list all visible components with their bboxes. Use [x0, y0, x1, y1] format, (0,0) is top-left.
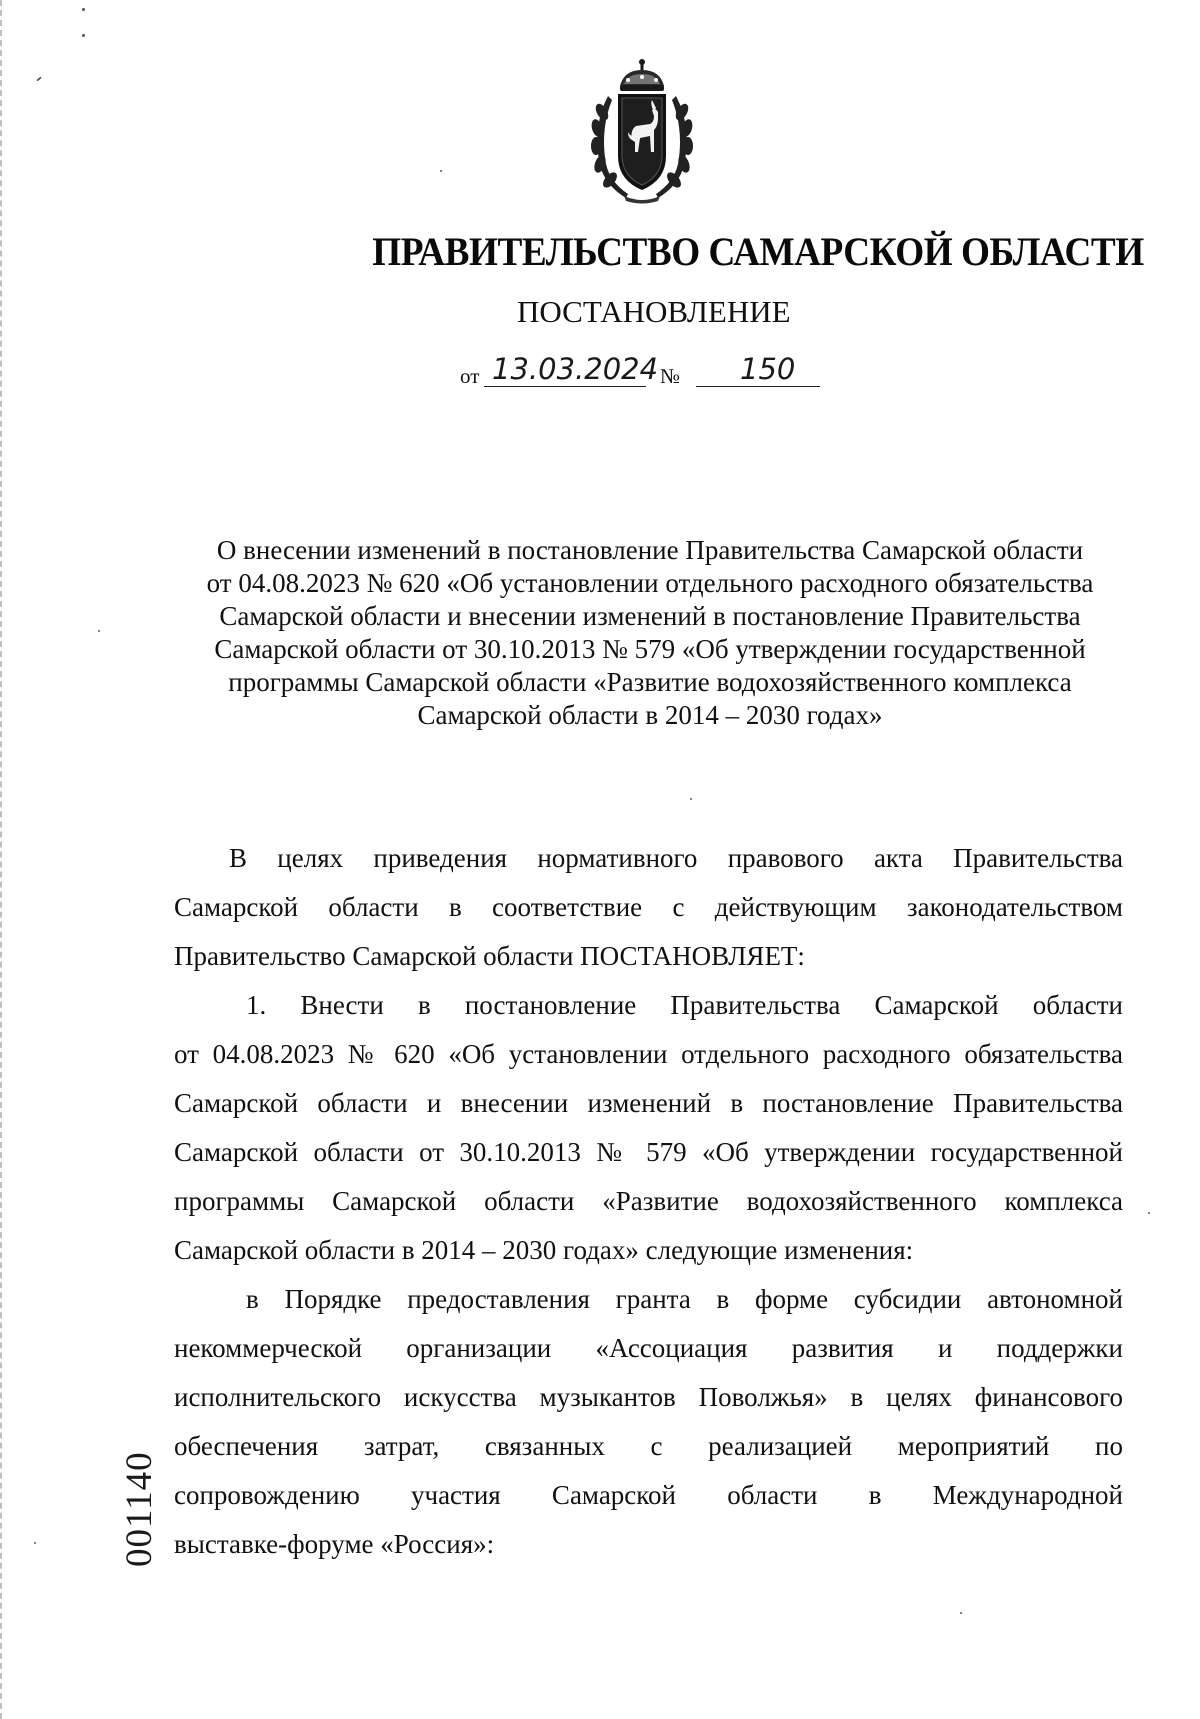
date-prefix: от: [460, 364, 480, 388]
scan-speck: [98, 630, 100, 632]
scan-speck: [36, 76, 42, 81]
body-line: 1. Внести в постановление Правительства Самарской области: [246, 990, 1123, 1020]
date-value: 13.03.2024: [492, 352, 659, 386]
subject-line: О внесении изменений в постановление Правительства Самарской области: [216, 535, 1084, 565]
body-line: Самарской области и внесении изменений в постановление Правительства: [174, 1088, 1123, 1118]
scan-speck: [82, 8, 85, 11]
body-line: некоммерческой организации «Ассоциация развития и поддержки: [174, 1333, 1123, 1363]
scan-edge: [0, 0, 4, 1719]
body-line: В целях приведения нормативного правового акта Правительства: [229, 843, 1123, 873]
subject-line: Самарской области в 2014 – 2030 годах»: [417, 700, 883, 730]
body-line: Правительство Самарской области ПОСТАНОВЛЯЕТ:: [174, 941, 805, 971]
scan-speck: [82, 34, 85, 37]
body-line: Самарской области от 30.10.2013 № 579 «Об утверждении государственной: [174, 1137, 1123, 1167]
date-underline: [484, 386, 646, 387]
subject-line: Самарской области и внесении изменений в постановление Правительства: [219, 601, 1081, 631]
scan-speck: [690, 798, 692, 800]
body-line: сопровождению участия Самарской области в Международной: [174, 1480, 1123, 1510]
document-subject: [150, 534, 1150, 732]
number-prefix: №: [660, 364, 681, 388]
paragraph-preamble: [174, 834, 1123, 981]
coat-of-arms-emblem: [580, 56, 704, 206]
subject-line: Самарской области от 30.10.2013 № 579 «Об утверждении государственной: [214, 634, 1086, 664]
document-body: [174, 834, 1123, 1569]
scan-speck: [960, 1612, 962, 1614]
body-line: Самарской области в 2014 – 2030 годах» следующие изменения:: [174, 1235, 914, 1265]
scan-speck: [1148, 1212, 1150, 1214]
body-line: от 04.08.2023 № 620 «Об установлении отдельного расходного обязательства: [174, 1039, 1123, 1069]
number-value: 150: [740, 352, 796, 386]
margin-stamp-number: 001140: [119, 1451, 160, 1567]
scan-speck: [440, 170, 442, 172]
subject-line: от 04.08.2023 № 620 «Об установлении отдельного расходного обязательства: [206, 568, 1094, 598]
document-type: ПОСТАНОВЛЕНИЕ: [517, 294, 791, 329]
body-line: выставке-форуме «Россия»:: [174, 1529, 495, 1559]
organization-title: ПРАВИТЕЛЬСТВО САМАРСКОЙ ОБЛАСТИ: [372, 229, 1144, 274]
subject-line: программы Самарской области «Развитие водохозяйственного комплекса: [228, 667, 1072, 697]
body-line: исполнительского искусства музыкантов Поволжья» в целях финансового: [174, 1382, 1123, 1412]
paragraph-procedure: [174, 1275, 1123, 1569]
paragraph-item-1: [174, 981, 1123, 1275]
body-line: в Порядке предоставления гранта в форме субсидии автономной: [246, 1284, 1123, 1314]
scan-speck: [34, 1542, 36, 1544]
body-line: обеспечения затрат, связанных с реализацией мероприятий по: [174, 1431, 1123, 1461]
body-line: Самарской области в соответствие с действующим законодательством: [174, 892, 1123, 922]
number-underline: [696, 386, 820, 387]
body-line: программы Самарской области «Развитие водохозяйственного комплекса: [174, 1186, 1123, 1216]
